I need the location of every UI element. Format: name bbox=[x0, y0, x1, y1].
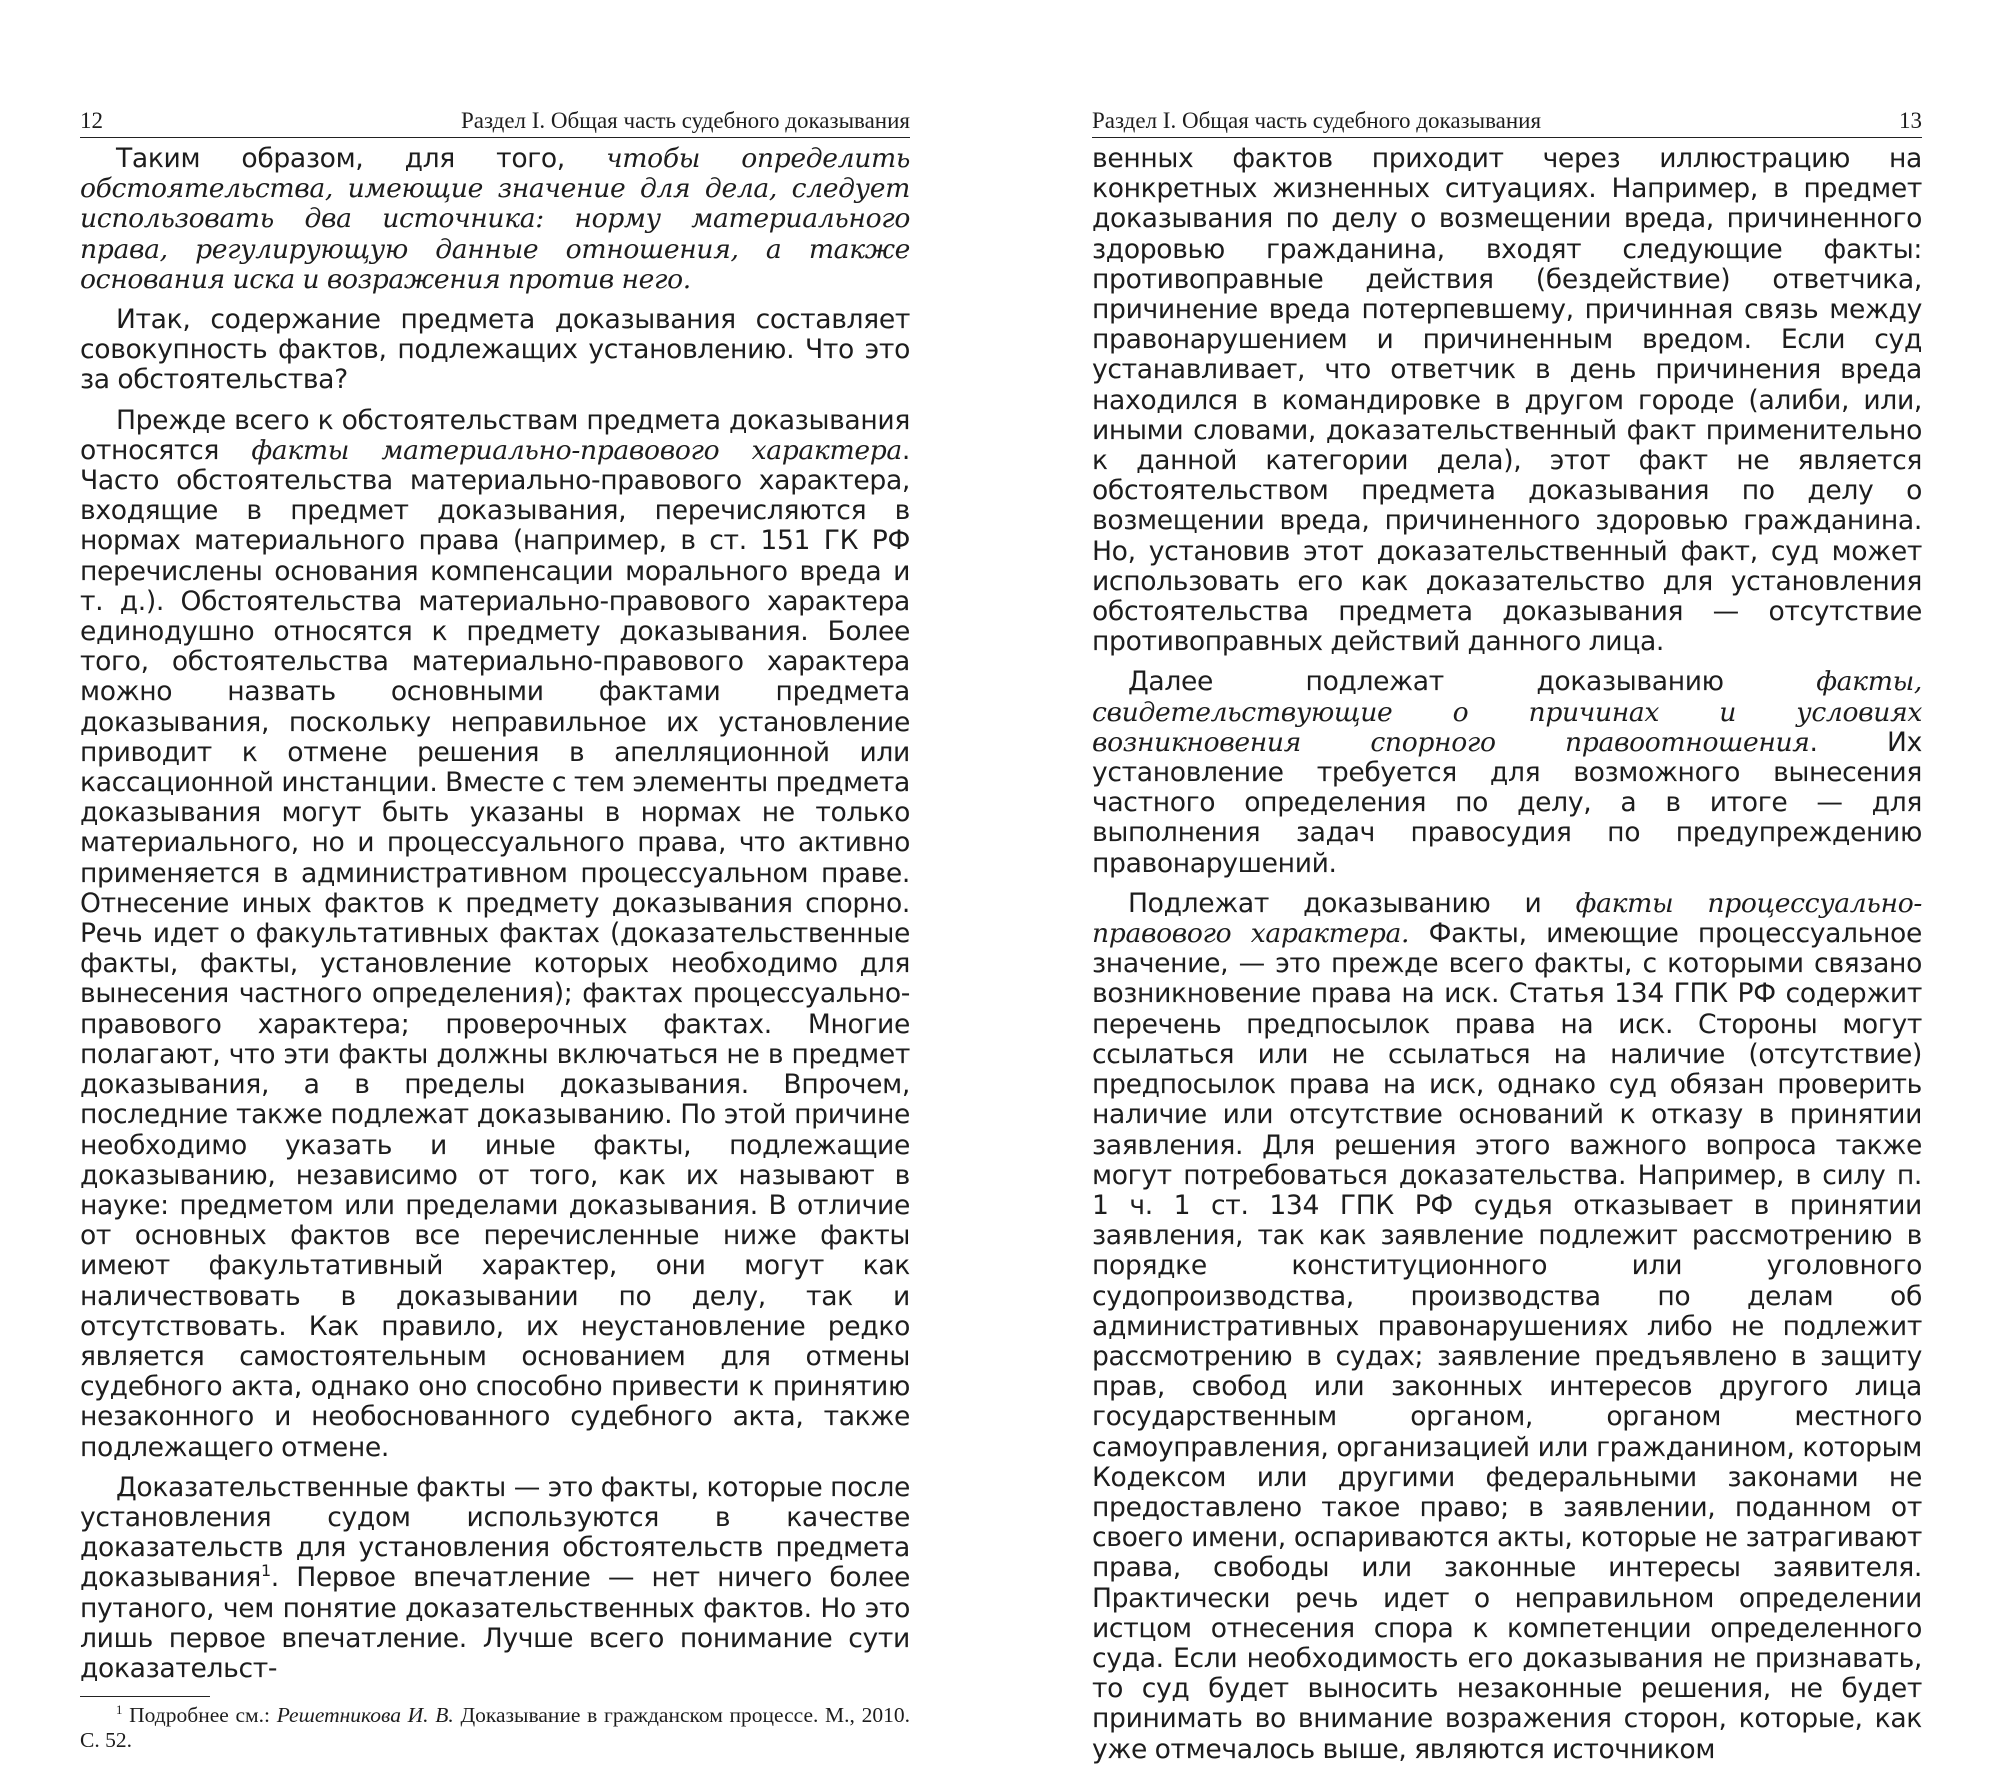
right-page-header bbox=[1092, 108, 1922, 138]
paragraph: Далее подлежат доказыванию факты, свидетельствующие о причинах и условиях возникновения спорного правоотношения. Их установление требуется для возможного вынесения частного определения по делу, а в итоге — для выполнения задач правосудия по предупреждению правонарушений. bbox=[1092, 666, 1922, 879]
running-head: Раздел I. Общая часть судебного доказывания bbox=[1092, 108, 1542, 133]
paragraph: Подлежат доказыванию и факты процессуально-правового характера. Факты, имеющие процессуальное значение, — это прежде всего факты, с которыми связано возникновение права на иск. Статья 134 ГПК РФ содержит перечень предпосылок права на иск. Стороны могут ссылаться или не ссылаться на наличие (отсутствие) предпосылок права на иск, однако суд обязан проверить наличие или отсутствие оснований к отказу в принятии заявления. Для решения этого важного вопроса также могут потребоваться доказательства. Например, в силу п. 1 ч. 1 ст. 134 ГПК РФ судья отказывает в принятии заявления, так как заявление подлежит рассмотрению в порядке конституционного или уголовного судопроизводства, производства по делам об административных правонарушениях либо не подлежит рассмотрению в судах; заявление предъявлено в защиту прав, свобод или законных интересов другого лица государственным органом, органом местного самоуправления, организацией или гражданином, которым Кодексом или другими федеральными законами не предоставлено такое право; в заявлении, поданном от своего имени, оспариваются акты, которые не затрагивают права, свободы или законные интересы заявителя. Практически речь идет о неправильном определении истцом отнесения спора к компетенции определенного суда. Если необходимость его доказывания не признавать, то суд будет выносить незаконные решения, не будет принимать во внимание возражения сторон, которые, как уже отмечалось выше, являются источником bbox=[1092, 887, 1922, 1765]
paragraph: венных фактов приходит через иллюстрацию на конкретных жизненных ситуациях. Например, в предмет доказывания по делу о возмещении вреда, причиненного здоровью гражданина, входят следующие факты: противоправные действия (бездействие) ответчика, причинение вреда потерпевшему, причинная связь между правонарушением и причиненным вредом. Если суд устанавливает, что ответчик в день причинения вреда находился в командировке в другом городе (алиби, или, иными словами, доказательственный факт применительно к данной категории дела), этот факт не является обстоятельством предмета доказывания по делу о возмещении вреда, причиненного здоровью гражданина. Но, установив этот доказательственный факт, суд может использовать его как доказательство для установления обстоятельства предмета доказывания — отсутствие противоправных действий данного лица. bbox=[1092, 143, 1922, 658]
paragraph: Прежде всего к обстоятельствам предмета доказывания относятся факты материально-правового характера. Часто обстоятельства материально-правового характера, входящие в предмет доказывания, перечисляются в нормах материального права (например, в ст. 151 ГК РФ перечислены основания компенсации морального вреда и т. д.). Обстоятельства материально-правового характера единодушно относятся к предмету доказывания. Более того, обстоятельства материально-правового характера можно назвать основными фактами предмета доказывания, поскольку неправильное их установление приводит к отмене решения в апелляционной или кассационной инстанции. Вместе с тем элементы предмета доказывания могут быть указаны в нормах не только материального, но и процессуального права, что активно применяется в административном процессуальном праве. Отнесение иных фактов к предмету доказывания спорно. Речь идет о факультативных фактах (доказательственные факты, факты, установление которых необходимо для вынесения частного определения); фактах процессуально-правового характера; проверочных фактах. Многие полагают, что эти факты должны включаться не в предмет доказывания, а в пределы доказывания. Впрочем, последние также подлежат доказыванию. По этой причине необходимо указать и иные факты, подлежащие доказыванию, независимо от того, как их называют в науке: предметом или пределами доказывания. В отличие от основных фактов все перечисленные ниже факты имеют факультативный характер, они могут как наличествовать в доказывании по делу, так и отсутствовать. Как правило, их неустановление редко является самостоятельным основанием для отмены судебного акта, однако оно способно привести к принятию незаконного и необоснованного судебного акта, также подлежащего отмене. bbox=[80, 404, 910, 1463]
page-number: 13 bbox=[1899, 108, 1922, 133]
footnote-ref: 1 bbox=[260, 1561, 271, 1581]
paragraph: Итак, содержание предмета доказывания составляет совокупность фактов, подлежащих установлению. Что это за обстоятельства? bbox=[80, 304, 910, 396]
running-head: Раздел I. Общая часть судебного доказывания bbox=[460, 108, 910, 133]
left-page-header bbox=[80, 108, 910, 138]
right-page bbox=[1092, 108, 1922, 1765]
left-page-body bbox=[80, 144, 910, 1684]
paragraph: Доказательственные факты — это факты, которые после установления судом используются в качестве доказательств для установления обстоятельств предмета доказывания$^1$. Первое впечатление — нет ничего более путаного, чем понятие доказательственных фактов. Но это лишь первое впечатление. Лучше всего понимание сути доказательст- bbox=[80, 1471, 910, 1684]
footnote: $^1$ Подробнее см.: Решетникова И. В. Доказывание в гражданском процессе. М., 2010. С. 52. bbox=[80, 1703, 911, 1753]
footnote-divider bbox=[80, 1696, 210, 1697]
page-number: 12 bbox=[80, 108, 103, 133]
right-page-body bbox=[1092, 144, 1922, 1765]
paragraph: Таким образом, для того, чтобы определить обстоятельства, имеющие значение для дела, следует использовать два источника: норму материального права, регулирующую данные отношения, а также основания иска и возражения против него. bbox=[80, 143, 910, 295]
left-page bbox=[80, 108, 910, 1753]
